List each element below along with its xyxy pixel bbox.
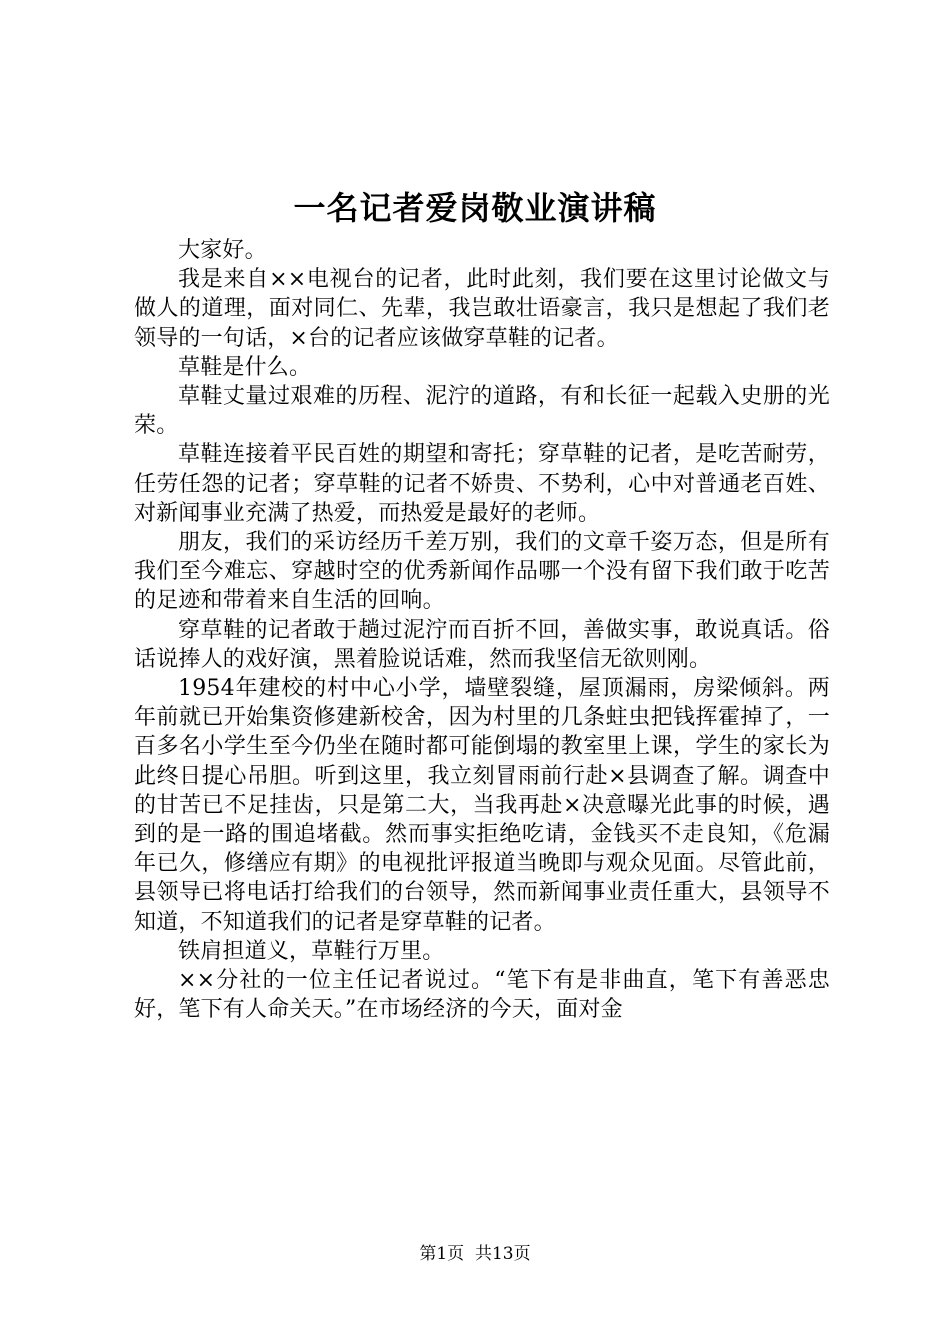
paragraph-experiences: 朋友，我们的采访经历千差万别，我们的文章千姿万态，但是所有我们至今难忘、穿越时空的优秀新闻作品哪一个没有留下我们敢于吃苦的足迹和带着来自生活的回响。 bbox=[134, 530, 830, 614]
paragraph-quote: ××分社的一位主任记者说过。“笔下有是非曲直，笔下有善恶忠好，笔下有人命关天。”在市场经济的今天，面对金 bbox=[134, 968, 830, 1023]
page-footer bbox=[0, 1242, 950, 1266]
page-number-label: 第1页 共13页 bbox=[419, 1244, 531, 1264]
paragraph-introduction: 我是来自××电视台的记者，此时此刻，我们要在这里讨论做文与做人的道理，面对同仁、先辈，我岂敢壮语豪言，我只是想起了我们老领导的一句话，×台的记者应该做穿草鞋的记者。 bbox=[134, 267, 830, 351]
page-title: 一名记者爱岗敬业演讲稿 bbox=[293, 189, 657, 227]
paragraph-courage: 穿草鞋的记者敢于趟过泥泞而百折不回，善做实事，敢说真话。俗话说捧人的戏好演，黑着脸说话难，然而我坚信无欲则刚。 bbox=[134, 617, 830, 672]
paragraph-history: 草鞋丈量过艰难的历程、泥泞的道路，有和长征一起载入史册的光荣。 bbox=[134, 384, 830, 439]
paragraph-question: 草鞋是什么。 bbox=[178, 354, 312, 380]
paragraph-greeting: 大家好。 bbox=[178, 238, 267, 263]
paragraph-expectations: 草鞋连接着平民百姓的期望和寄托；穿草鞋的记者，是吃苦耐劳，任劳任怨的记者；穿草鞋的记者不娇贵、不势利，心中对普通老百姓、对新闻事业充满了热爱，而热爱是最好的老师。 bbox=[134, 442, 830, 526]
paragraph-school-story: 1954年建校的村中心小学，墙壁裂缝，屋顶漏雨，房梁倾斜。两年前就已开始集资修建新校舍，因为村里的几条蛀虫把钱挥霍掉了，一百多名小学生至今仍坐在随时都可能倒塌的教室里上课，学生的家长为此终日提心吊胆。听到这里，我立刻冒雨前行赴×县调查了解。调查中的甘苦已不足挂齿，只是第二大，当我再赴×决意曝光此事的时候，遇到的是一路的围追堵截。然而事实拒绝吃请，金钱买不走良知，《危漏年已久，修缮应有期》的电视批评报道当晚即与观众见面。尽管此前，县领导已将电话打给我们的台领导，然而新闻事业责任重大，县领导不知道，不知道我们的记者是穿草鞋的记者。 bbox=[134, 676, 830, 935]
document-body bbox=[134, 236, 830, 1024]
paragraph-motto: 铁肩担道义，草鞋行万里。 bbox=[178, 938, 445, 964]
